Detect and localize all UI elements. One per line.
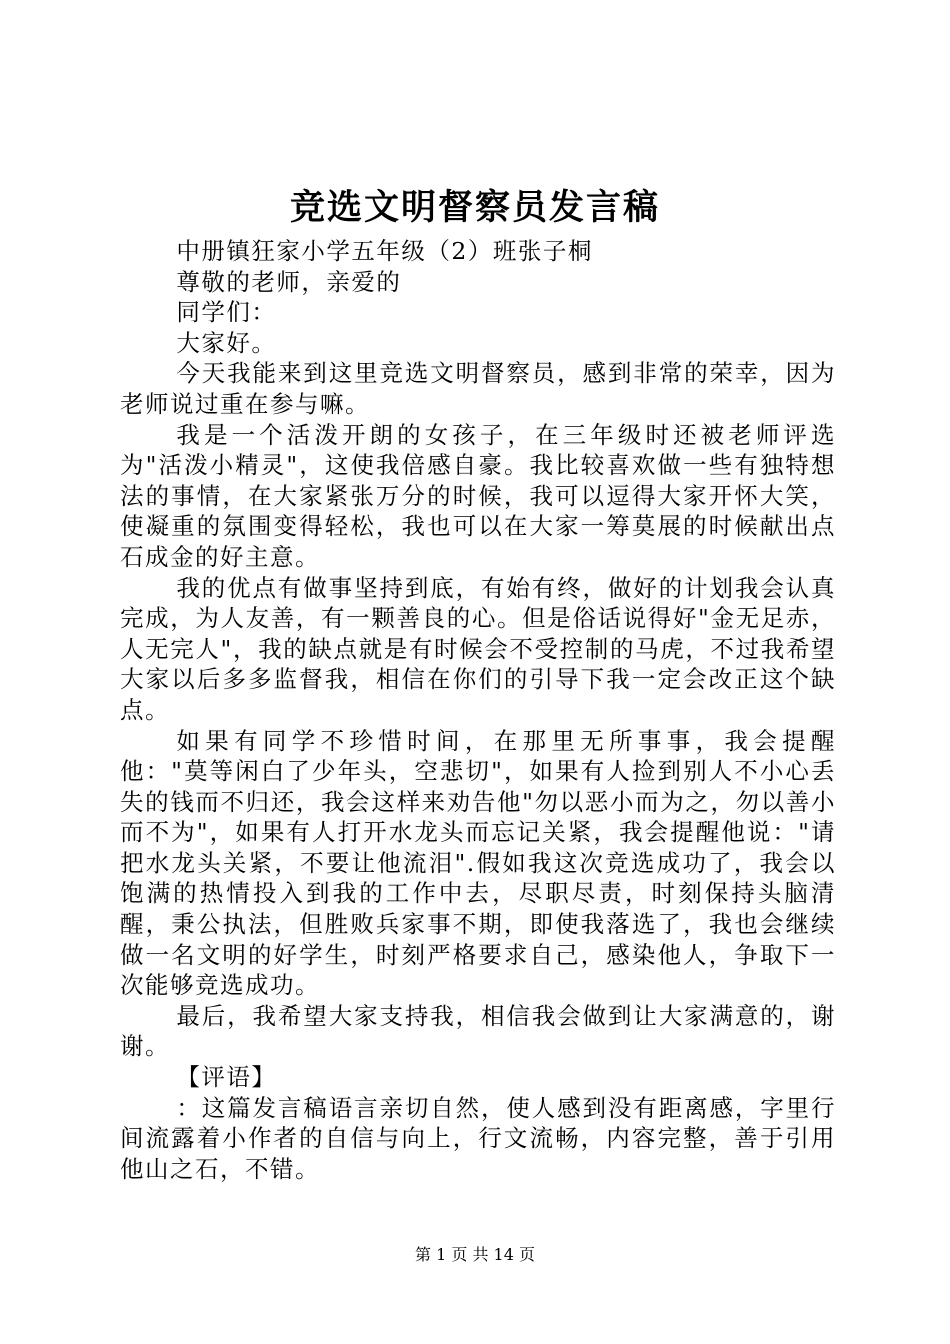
body-paragraph: 今天我能来到这里竞选文明督察员，感到非常的荣幸，因为老师说过重在参与嘛。 — [120, 359, 836, 418]
salutation-line-1: 尊敬的老师，亲爱的 — [176, 267, 402, 296]
salutation-line-2: 同学们： — [176, 298, 277, 327]
greeting-paragraph: 大家好。 — [176, 328, 277, 357]
closing-paragraph: 最后，我希望大家支持我，相信我会做到让大家满意的，谢谢。 — [120, 1001, 836, 1061]
document-title: 竞选文明督察员发言稿 — [289, 187, 660, 228]
body-paragraph: 如果有同学不珍惜时间，在那里无所事事，我会提醒他："莫等闲白了少年头，空悲切"，如果有人捡到别人不小心丢失的钱而不归还，我会这样来劝告他"勿以恶小而为之，勿以善小而不为"，如果有人打开水龙头而忘记关紧，我会提醒他说："请把水龙头关紧，不要让他流泪".假如我这次竞选成功了，我会以饱满的热情投入到我的工作中去，尽职尽责，时刻保持头脑清醒，秉公执法，但胜败兵家事不期，即使我落选了，我也会继续做一名文明的好学生，时刻严格要求自己，感染他人，争取下一次能够竞选成功。 — [120, 726, 836, 1000]
body-paragraph: 我的优点有做事坚持到底，有始有终，做好的计划我会认真完成，为人友善，有一颗善良的心。但是俗话说得好"金无足赤，人无完人"，我的缺点就是有时候会不受控制的马虎，不过我希望大家以后多多监督我，相信在你们的引导下我一定会改正这个缺点。 — [120, 573, 836, 724]
author-line: 中册镇狂家小学五年级（2）班张子桐 — [176, 237, 593, 265]
page-number: 第 1 页 共 14 页 — [415, 1245, 535, 1264]
body-paragraph: 我是一个活泼开朗的女孩子，在三年级时还被老师评选为"活泼小精灵"，这使我倍感自豪。我比较喜欢做一些有独特想法的事情，在大家紧张万分的时候，我可以逗得大家开怀大笑，使凝重的氛围变得轻松，我也可以在大家一筹莫展的时候献出点石成金的好主意。 — [120, 420, 836, 571]
document-body — [120, 236, 836, 1184]
comment-heading: 【评语】 — [176, 1063, 277, 1092]
comment-paragraph: ：这篇发言稿语言亲切自然，使人感到没有距离感，字里行间流露着小作者的自信与向上，行文流畅，内容完整，善于引用他山之石，不错。 — [120, 1093, 836, 1183]
